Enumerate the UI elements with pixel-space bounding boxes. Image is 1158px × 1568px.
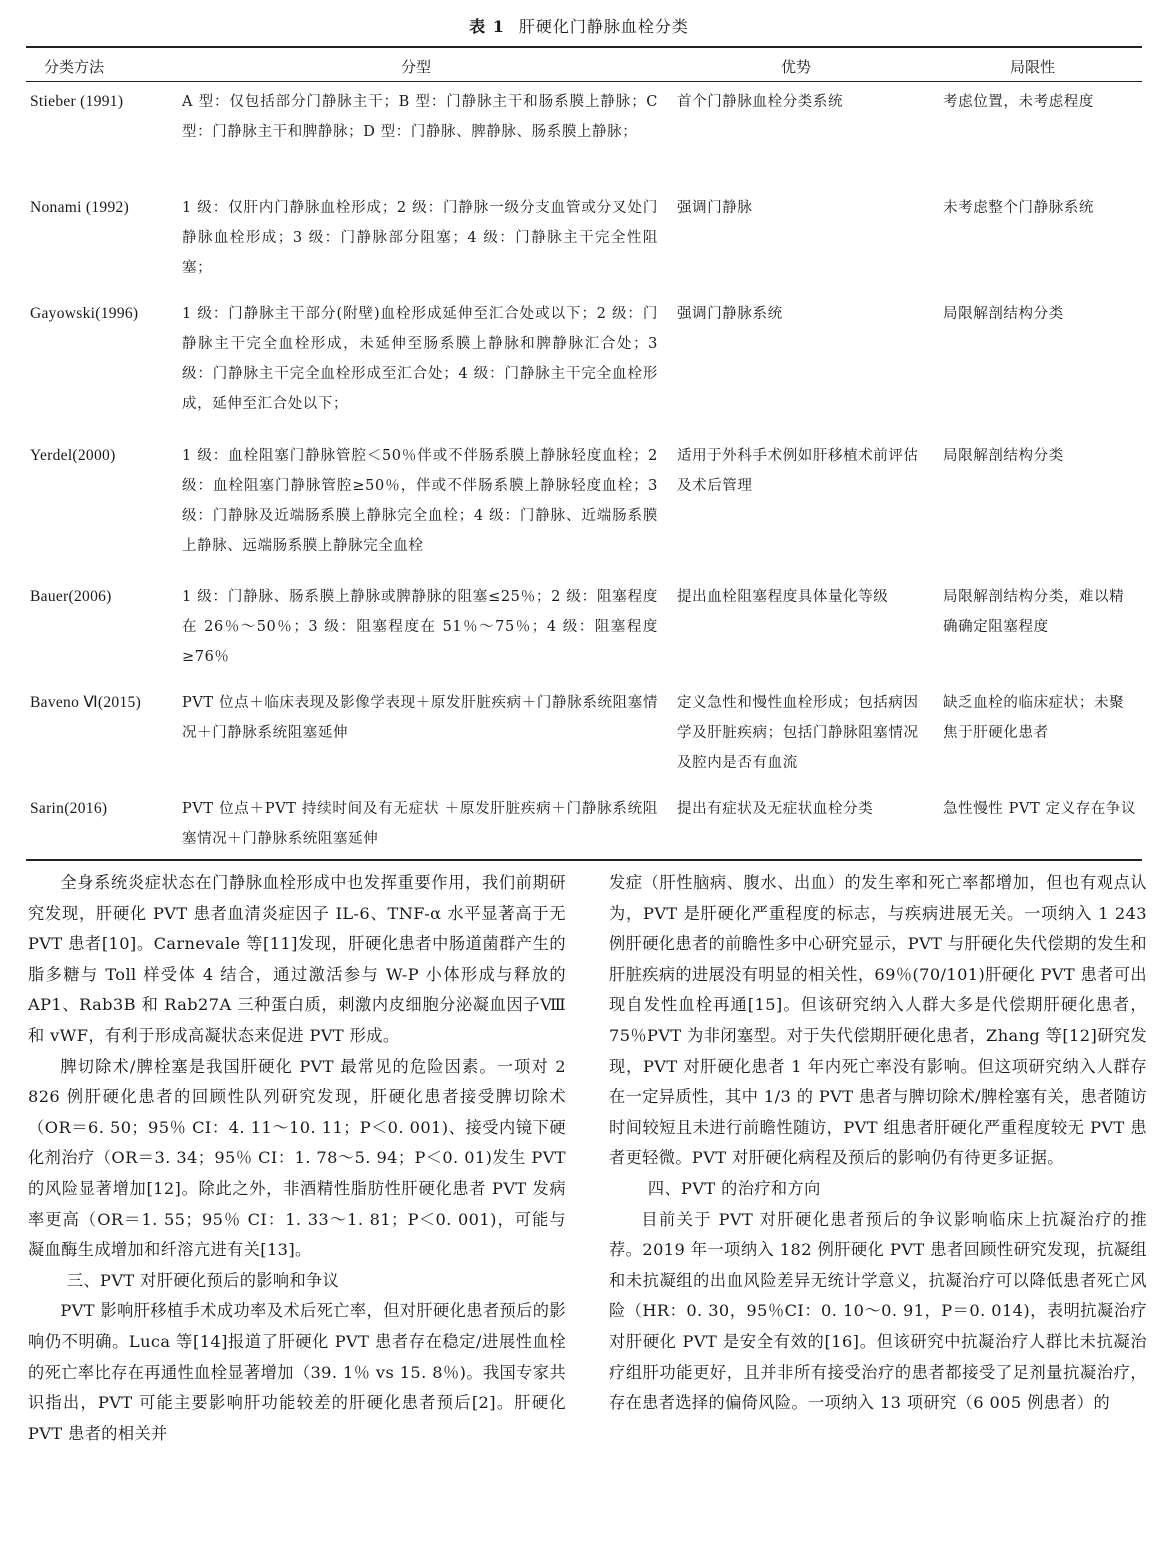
table-cell-method: Gayowski(1996) [30,305,139,322]
paragraph: 发症（肝性脑病、腹水、出血）的发生率和死亡率都增加，但也有观点认为，PVT 是肝硬化严重程度的标志，与疾病进展无关。一项纳入 1 243 例肝硬化患者的前瞻性多中心研究显示，PVT 与肝硬化失代偿期的发生和肝脏疾病的进展没有明显的相关性，69％(70/101)肝硬化 PVT 患者可出现自发性血栓再通[15]。但该研究纳入人群大多是代偿期肝硬化患者，75％PVT 为非闭塞型。对于失代偿期肝硬化患者，Zhang 等[12]研究发现，PVT 对肝硬化患者 1 年内死亡率没有影响。但这项研究纳入人群存在一定异质性，其中 1/3 的 PVT 患者与脾切除术/脾栓塞有关，患者随访时间较短且未进行前瞻性随访，PVT 组患者肝硬化严重程度较无 PVT 患者更轻微。PVT 对肝硬化病程及预后的影响仍有待更多证据。 [609,873,1147,1168]
section-heading: 三、PVT 对肝硬化预后的影响和争议 [66,1270,340,1290]
header-advantage: 优势 [781,58,812,76]
table-cell-method: Bauer(2006) [30,588,112,605]
table-cell-advantage: 适用于外科手术例如肝移植术前评估及术后管理 [677,448,919,494]
table-cell-limitation: 局限解剖结构分类，难以精确确定阻塞程度 [943,589,1125,635]
paragraph: PVT 影响肝移植手术成功率及术后死亡率，但对肝硬化患者预后的影响仍不明确。Luca 等[14]报道了肝硬化 PVT 患者存在稳定/进展性血栓的死亡率比存在再通性血栓显著增加（39. 1％ vs 15. 8％)。我国专家共识指出，PVT 可能主要影响肝功能较差的肝硬化患者预后[2]。肝硬化 PVT 患者的相关并 [28,1301,566,1443]
table-cell-advantage: 强调门静脉系统 [677,306,783,322]
table-cell-limitation: 缺乏血栓的临床症状；未聚焦于肝硬化患者 [943,695,1125,741]
paragraph: 脾切除术/脾栓塞是我国肝硬化 PVT 最常见的危险因素。一项对 2 826 例肝硬化患者的回顾性队列研究发现，肝硬化患者接受脾切除术（OR＝6. 50；95％ CI：4. 11～10. 11；P＜0. 001)、接受内镜下硬化剂治疗（OR＝3. 34；95％ CI：1. 78～5. 94；P＜0. 01)发生 PVT 的风险显著增加[12]。除此之外，非酒精性脂肪性肝硬化患者 PVT 发病率更高（OR＝1. 55；95％ CI：1. 33～1. 81；P＜0. 001)，可能与凝血酶生成增加和纤溶亢进有关[13]。 [28,1056,566,1260]
table-label: 表 1 [469,17,505,36]
table-cell-method: Sarin(2016) [30,800,108,817]
table-cell-method: Stieber (1991) [30,93,124,110]
table-cell-limitation: 急性慢性 PVT 定义存在争议 [943,801,1137,817]
table-header-rule [26,81,1142,82]
table-top-rule [26,46,1142,48]
table-cell-type: 1 级：仅肝内门静脉血栓形成；2 级：门静脉一级分支血管或分叉处门静脉血栓形成；3 级：门静脉部分阻塞；4 级：门静脉主干完全性阻塞； [182,200,658,276]
table-cell-advantage: 定义急性和慢性血栓形成；包括病因学及肝脏疾病；包括门静脉阻塞情况及腔内是否有血流 [677,695,919,771]
table-cell-method: Yerdel(2000) [30,447,116,464]
body-right-column [609,868,1147,1419]
header-method: 分类方法 [44,58,105,76]
table-cell-type: PVT 位点＋PVT 持续时间及有无症状 ＋原发肝脏疾病＋门静脉系统阻塞情况＋门静脉系统阻塞延伸 [182,801,658,847]
table-caption [0,14,1158,37]
table-cell-type: PVT 位点＋临床表现及影像学表现＋原发肝脏疾病＋门静脉系统阻塞情况＋门静脉系统阻塞延伸 [182,695,658,741]
paragraph: 全身系统炎症状态在门静脉血栓形成中也发挥重要作用，我们前期研究发现，肝硬化 PVT 患者血清炎症因子 IL-6、TNF-α 水平显著高于无 PVT 患者[10]。Carnevale 等[11]发现，肝硬化患者中肠道菌群产生的脂多糖与 Toll 样受体 4 结合，通过激活参与 W-P 小体形成与释放的 AP1、Rab3B 和 Rab27A 三种蛋白质，刺激内皮细胞分泌凝血因子Ⅷ和 vWF，有利于形成高凝状态来促进 PVT 形成。 [28,873,566,1045]
table-cell-advantage: 提出有症状及无症状血栓分类 [677,801,874,817]
table-cell-limitation: 未考虑整个门静脉系统 [943,200,1094,216]
table-cell-type: 1 级：血栓阻塞门静脉管腔＜50％伴或不伴肠系膜上静脉轻度血栓；2 级：血栓阻塞门静脉管腔≥50％，伴或不伴肠系膜上静脉轻度血栓；3 级：门静脉及近端肠系膜上静脉完全血栓；4 级：门静脉、近端肠系膜上静脉、远端肠系膜上静脉完全血栓 [182,448,658,554]
body-left-column [28,868,566,1449]
table-cell-advantage: 提出血栓阻塞程度具体量化等级 [677,589,889,605]
section-heading: 四、PVT 的治疗和方向 [647,1178,821,1198]
table-cell-method: Nonami (1992) [30,199,130,216]
table-cell-type: A 型：仅包括部分门静脉主干；B 型：门静脉主干和肠系膜上静脉；C 型：门静脉主干和脾静脉；D 型：门静脉、脾静脉、肠系膜上静脉； [182,94,658,140]
paragraph: 目前关于 PVT 对肝硬化患者预后的争议影响临床上抗凝治疗的推荐。2019 年一项纳入 182 例肝硬化 PVT 患者回顾性研究发现，抗凝组和未抗凝组的出血风险差异无统计学意义，抗凝治疗可以降低患者死亡风险（HR：0. 30，95％CI：0. 10～0. 91，P＝0. 014)，表明抗凝治疗对肝硬化 PVT 是安全有效的[16]。但该研究中抗凝治疗人群比未抗凝治疗组肝功能更好，且并非所有接受治疗的患者都接受了足剂量抗凝治疗，存在患者选择的偏倚风险。一项纳入 13 项研究（6 005 例患者）的 [609,1209,1147,1413]
table-cell-advantage: 首个门静脉血栓分类系统 [677,94,844,110]
table-cell-type: 1 级：门静脉、肠系膜上静脉或脾静脉的阻塞≤25％；2 级：阻塞程度在 26％～50％；3 级：阻塞程度在 51％～75％；4 级：阻塞程度≥76％ [182,589,658,665]
table-cell-limitation: 局限解剖结构分类 [943,448,1064,464]
table-cell-limitation: 局限解剖结构分类 [943,306,1064,322]
table-cell-method: Baveno Ⅵ(2015) [30,694,142,711]
table-cell-type: 1 级：门静脉主干部分(附壁)血栓形成延伸至汇合处或以下；2 级：门静脉主干完全血栓形成，未延伸至肠系膜上静脉和脾静脉汇合处；3 级：门静脉主干完全血栓形成至汇合处；4 级：门静脉主干完全血栓形成，延伸至汇合处以下； [182,306,658,412]
table-cell-advantage: 强调门静脉 [677,200,753,216]
header-type: 分型 [401,58,432,76]
table-title: 肝硬化门静脉血栓分类 [518,17,689,36]
header-limitation: 局限性 [1010,58,1056,76]
table-bottom-rule [26,859,1142,861]
table-cell-limitation: 考虑位置，未考虑程度 [943,94,1094,110]
